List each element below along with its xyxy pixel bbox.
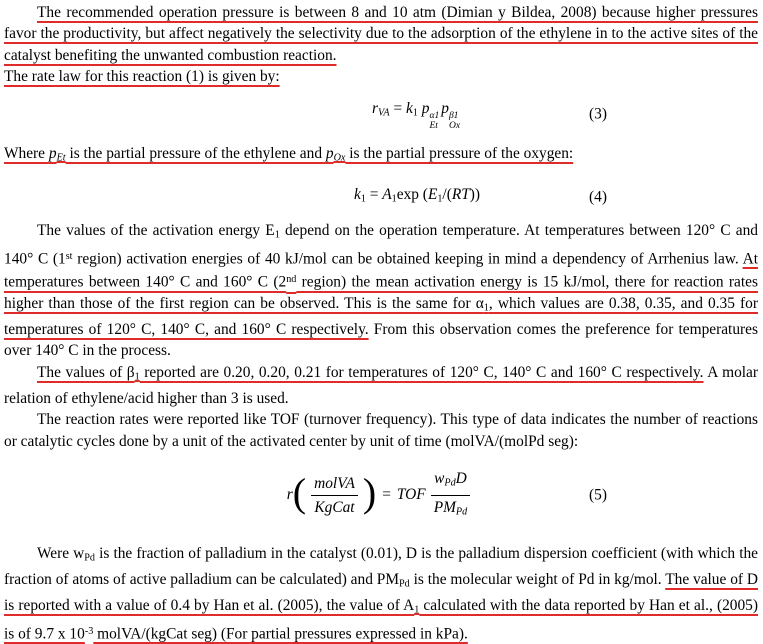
equation-arrhenius	[4, 184, 758, 210]
eq5-tof-symbol: TOF	[396, 485, 426, 503]
eq5-pm-symbol: PM	[433, 498, 456, 516]
equation-rate-law	[4, 92, 758, 137]
equation-tof-rate-body	[287, 468, 475, 523]
eq5-frac2-numerator	[431, 468, 471, 495]
paragraph-partial-pressures: Where pEt is the partial pressure of the ethylene and pOx is the partial pressure of the oxygen:	[4, 144, 574, 164]
eq5-frac2-denominator	[431, 495, 471, 523]
paragraph-activation-energy: The values of the activation energy E1 depend on the operation temperature. At temperatures between 120° C and 140° C (1st region) activation energies of 40 kJ/mol can be obtained keeping in mind a dependency of Arrhenius law. At temperatures between 140° C and 160° C (2nd region) the mean activation energy is 15 kJ/mol, there for reaction rates higher than those of the first region can be observed. This is the same for α1, which values are 0.38, 0.35, and 0.35 for temperatures of 120° C, 140° C, and 160° C respectively. From this observation comes the preference for temperatures over 140° C in the process.	[4, 221, 758, 360]
equation-number-3: (3)	[589, 105, 607, 123]
paragraph-rate-law-intro: The rate law for this reaction (1) is given by:	[4, 68, 280, 86]
eq5-frac1-denominator: KgCat	[311, 495, 358, 518]
paragraph-operation-pressure: The recommended operation pressure is between 8 and 10 atm (Dimian y Bildea, 2008) because higher pressures favor the productivity, but affect negatively the selectivity due to the adsorption of the ethylene in to the active sites of the catalyst benefiting the unwanted combustion reaction.	[4, 4, 758, 64]
eq5-frac1-numerator: molVA	[314, 474, 355, 492]
eq5-equals: =	[382, 485, 391, 503]
equation-number-5: (5)	[589, 486, 607, 504]
equation-tof-rate	[4, 464, 758, 527]
eq5-right-paren: )	[362, 470, 377, 516]
paragraph-palladium: Were wPd is the fraction of palladium in the catalyst (0.01), D is the palladium dispersion coefficient (with which the fraction of atoms of active palladium can be calculated) and PMPd is the molecular weight of Pd in kg/mol. The value of D is reported with a value of 0.4 by Han et al. (2005), the value of A1 calculated with the data reported by Han et al., (2005) is of 9.7 x $10^{-3}$ molVA/(kgCat seg) (For partial pressures expressed in kPa).	[4, 544, 758, 642]
eq5-fraction-molva-kgcat	[311, 473, 358, 519]
eq5-d-symbol: D	[455, 469, 467, 487]
equation-arrhenius-body: k1 = A1exp (E1/(RT))	[353, 185, 481, 205]
eq5-r-symbol: r	[286, 485, 293, 503]
paragraph-beta-values: The values of β1 reported are 0.20, 0.20, 0.21 for temperatures of 120° C, 140° C and 160° C respectively. A molar relation of ethylene/acid higher than 3 is used.	[4, 363, 758, 407]
paragraph-tof: The reaction rates were reported like TOF (turnover frequency). This type of data indicates the number of reactions or catalytic cycles done by a unit of the activated center by unit of time (molVA/(molPd seg):	[4, 411, 758, 450]
eq5-left-paren: (	[292, 470, 307, 516]
eq5-w-subscript: Pd	[444, 477, 456, 489]
equation-number-4: (4)	[589, 188, 607, 206]
eq5-w-symbol: w	[434, 469, 445, 487]
eq5-fraction-wpd-pmpd	[431, 468, 471, 523]
equation-rate-law-body: rVA = k1 p α1 Et p β1 Ox	[371, 99, 461, 131]
eq5-pm-subscript: Pd	[455, 506, 468, 518]
